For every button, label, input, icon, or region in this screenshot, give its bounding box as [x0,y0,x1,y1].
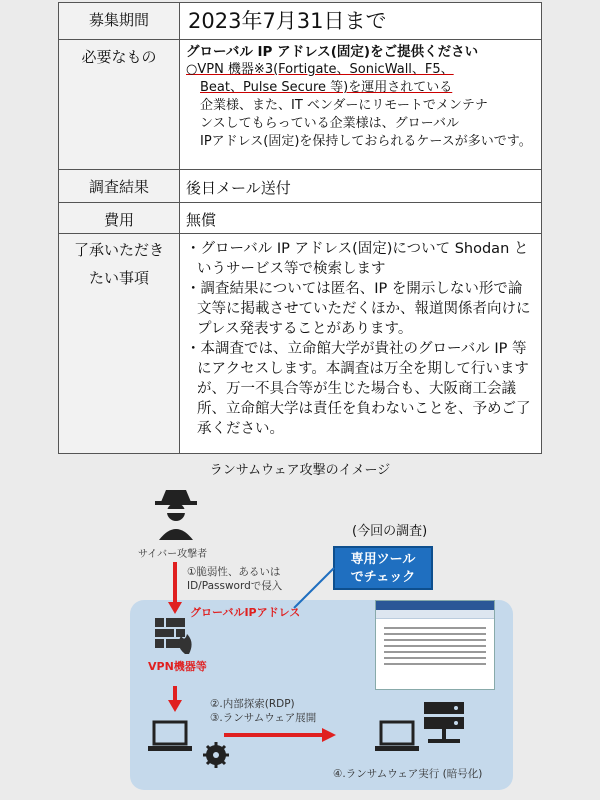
tool-label-2: でチェック [350,570,416,585]
global-ip-label: グローバルIPアドレス [190,606,301,619]
arrow-down-icon [168,686,182,712]
step1-label: ①脆弱性、あるいは [187,566,281,578]
laptop-icon [148,720,192,754]
step1b-label: ID/Passwordで侵入 [187,580,283,592]
table-row [59,40,542,170]
required-heading: グローバル IP アドレス(固定)をご提供ください [186,44,479,60]
document-window [375,600,495,690]
row-label: 調査結果 [59,170,180,203]
notice-item: ・調査結果については匿名、IP を開示しない形で論文等に掲載させていただくほか、報道関係者向けにプレス発表することがあります。 [186,281,531,337]
row-label: 募集期間 [59,3,180,40]
step4-label: ④.ランサムウェア実行 (暗号化) [333,768,483,780]
required-line: IPアドレス(固定)を保持しておられるケースが多いです。 [200,134,532,149]
notice-item: ・グローバル IP アドレス(固定)について Shodan というサービス等で検索します [186,241,529,277]
required-line: ○VPN 機器※3(Fortigate、SonicWall、F5、 [186,62,454,77]
hacker-icon [155,488,197,540]
step3-label: ③.ランサムウェア展開 [210,712,317,724]
required-line: 企業様、また、IT ベンダーにリモートでメンテナ [200,98,488,113]
deadline-value: 2023年7月31日まで [188,9,387,33]
row-label: 了承いただきたい事項 [59,234,180,454]
attacker-label: サイバー攻撃者 [138,549,208,560]
tool-label-1: 専用ツール [350,552,416,567]
table-row [59,203,542,234]
row-label: 必要なもの [59,40,180,170]
server-icon [420,702,468,750]
diagram-caption: ランサムウェア攻撃のイメージ [209,463,391,478]
table-row [59,3,542,40]
required-line: ンスしてもらっている企業様は、グローバル [200,116,459,131]
notice-item: ・本調査では、立命館大学が貴社のグローバル IP 等にアクセスします。本調査は万全を期して行いますが、万一不具合等が生じた場合も、大阪商工会議所、立命館大学は責任を負わないことを、予めご了承ください。 [186,341,531,437]
callout-line-icon [290,566,340,610]
arrow-right-icon [224,728,336,742]
arrow-down-icon [168,562,182,614]
row-value: 無償 [180,203,542,234]
row-value: 後日メール送付 [180,170,542,203]
row-label: 費用 [59,203,180,234]
info-table [58,2,542,454]
survey-label: (今回の調査) [352,524,428,539]
malware-icon [203,742,229,768]
firewall-icon [155,618,195,654]
vpn-label: VPN機器等 [148,660,207,673]
required-line: Beat、Pulse Secure 等)を運用されている [200,80,453,95]
tool-box [333,546,433,590]
step2-label: ②.内部探索(RDP) [210,698,295,710]
table-row [59,234,542,454]
laptop-icon [375,720,419,754]
table-row [59,170,542,203]
